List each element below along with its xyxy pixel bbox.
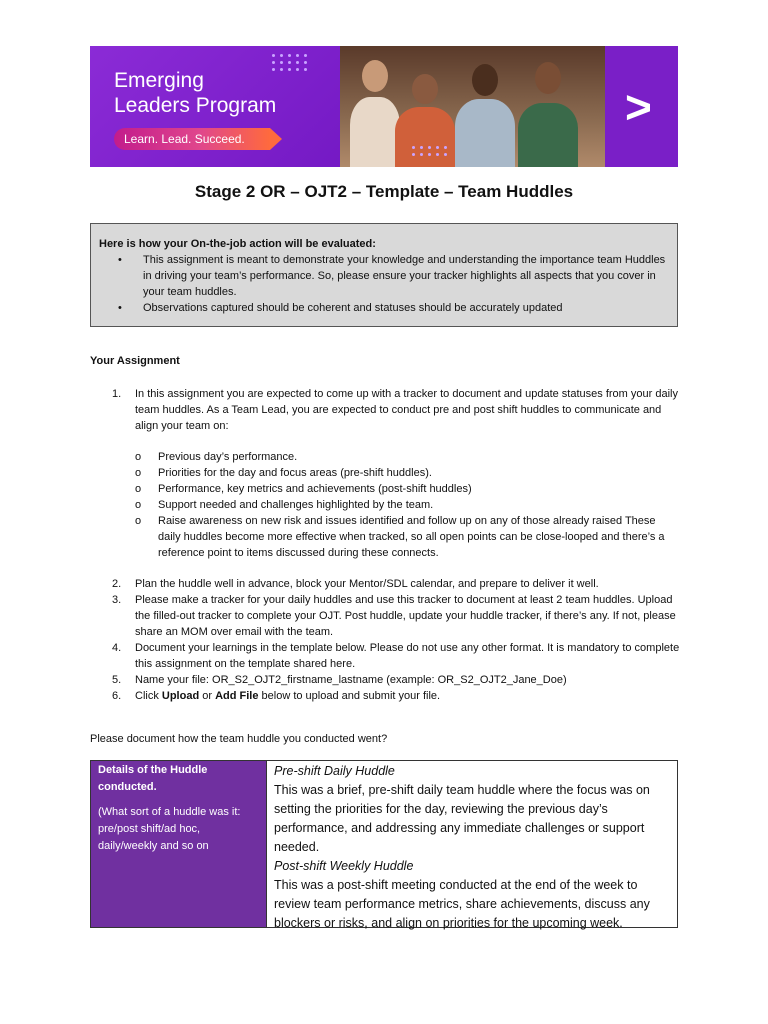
- step-item: 1. In this assignment you are expected to come up with a tracker to document and update statuses from your daily team huddles. As a Team Lead, you are expected to conduct pre and post shift huddles to communicate and align your team on:: [112, 388, 678, 432]
- step-item: 4. Document your learnings in the template below. Please do not use any other format. It is mandatory to complete this assignment on the template shared here.: [112, 642, 680, 670]
- step-4-text: Document your learnings in the template below. Please do not use any other format. It is mandatory to complete this assignment on the template shared here.: [135, 642, 680, 670]
- chevron-right-icon: >: [625, 81, 652, 133]
- table-label-heading: Details of the Huddle conducted.: [98, 764, 208, 793]
- assignment-steps: [90, 386, 680, 704]
- decorative-dots-icon: [272, 54, 308, 71]
- banner-tagline: Learn. Lead. Succeed.: [114, 128, 270, 150]
- step-item: 6. Click Upload or Add File below to upload and submit your file.: [112, 690, 441, 702]
- banner-title-line2: Leaders Program: [114, 94, 277, 117]
- sub-item: o Priorities for the day and focus areas (pre-shift huddles).: [135, 467, 432, 479]
- tagline-arrow-icon: [270, 128, 282, 150]
- pre-shift-title: Pre-shift Daily Huddle: [274, 764, 395, 778]
- evaluation-bullet: • This assignment is meant to demonstrate your knowledge and understanding the importance team Huddles in driving your team’s performance. So, please ensure your tracker highlights all aspects that you cover in your team huddles.: [143, 252, 669, 300]
- step-2-text: Plan the huddle well in advance, block your Mentor/SDL calendar, and prepare to deliver it well.: [135, 578, 599, 590]
- step-5-text: Name your file: OR_S2_OJT2_firstname_lastname (example: OR_S2_OJT2_Jane_Doe): [135, 674, 567, 686]
- team-photo: [340, 46, 612, 167]
- document-prompt: Please document how the team huddle you conducted went?: [90, 733, 388, 745]
- program-banner: [90, 46, 678, 167]
- evaluation-bullet: • Observations captured should be coherent and statuses should be accurately updated: [143, 300, 669, 316]
- post-shift-title: Post-shift Weekly Huddle: [274, 859, 414, 873]
- banner-title: [114, 68, 276, 118]
- step-item: 3. Please make a tracker for your daily huddles and use this tracker to document at least 2 team huddles. Upload the filled-out tracker to complete your OJT. Post huddle, update your huddle tracker, if there’s any. If not, please share an MOM over email with the team.: [112, 594, 676, 638]
- table-label-note: (What sort of a huddle was it: pre/post shift/ad hoc, daily/weekly and so on: [98, 806, 241, 852]
- huddle-details-table: [90, 760, 678, 928]
- evaluation-box: [90, 223, 678, 327]
- pre-shift-text: This was a brief, pre-shift daily team huddle where the focus was on setting the priorities for the day, reviewing the previous day’s performance, and addressing any immediate challenges or support needed.: [274, 783, 650, 854]
- step-1-text: In this assignment you are expected to come up with a tracker to document and update statuses from your daily team huddles. As a Team Lead, you are expected to conduct pre and post shift huddles to communicate and align your team on:: [135, 388, 678, 432]
- step-3-text: Please make a tracker for your daily huddles and use this tracker to document at least 2 team huddles. Upload the filled-out tracker to complete your OJT. Post huddle, update your huddle tracker, if there’s any. If not, please share an MOM over email with the team.: [135, 594, 676, 638]
- banner-logo-panel: [605, 46, 678, 167]
- post-shift-text: This was a post-shift meeting conducted at the end of the week to review team performance metrics, share achievements, discuss any blockers or risks, and align on priorities for the upcoming week.: [274, 878, 650, 930]
- assignment-heading: Your Assignment: [90, 355, 180, 367]
- add-file-label: Add File: [215, 690, 259, 702]
- upload-label: Upload: [161, 690, 200, 702]
- page-title: Stage 2 OR – OJT2 – Template – Team Huddles: [194, 182, 574, 201]
- sub-item: o Raise awareness on new risk and issues identified and follow up on any of those already raised These daily huddles become more effective when tracked, so all open points can be close-looped and there’s a reference point to items discussed during these connects.: [135, 515, 665, 559]
- evaluation-heading: Here is how your On-the-job action will be evaluated:: [99, 238, 376, 250]
- step-item: 5. Name your file: OR_S2_OJT2_firstname_lastname (example: OR_S2_OJT2_Jane_Doe): [112, 674, 567, 686]
- step-item: 2. Plan the huddle well in advance, block your Mentor/SDL calendar, and prepare to deliver it well.: [112, 578, 599, 590]
- table-label-cell: [91, 761, 267, 927]
- evaluation-list: [99, 252, 669, 316]
- sub-item: o Previous day’s performance.: [135, 451, 298, 463]
- sub-item: o Performance, key metrics and achievements (post-shift huddles): [135, 483, 472, 495]
- banner-title-line1: Emerging: [114, 69, 204, 92]
- table-response-cell[interactable]: [267, 761, 677, 930]
- sub-item: o Support needed and challenges highlighted by the team.: [135, 499, 434, 511]
